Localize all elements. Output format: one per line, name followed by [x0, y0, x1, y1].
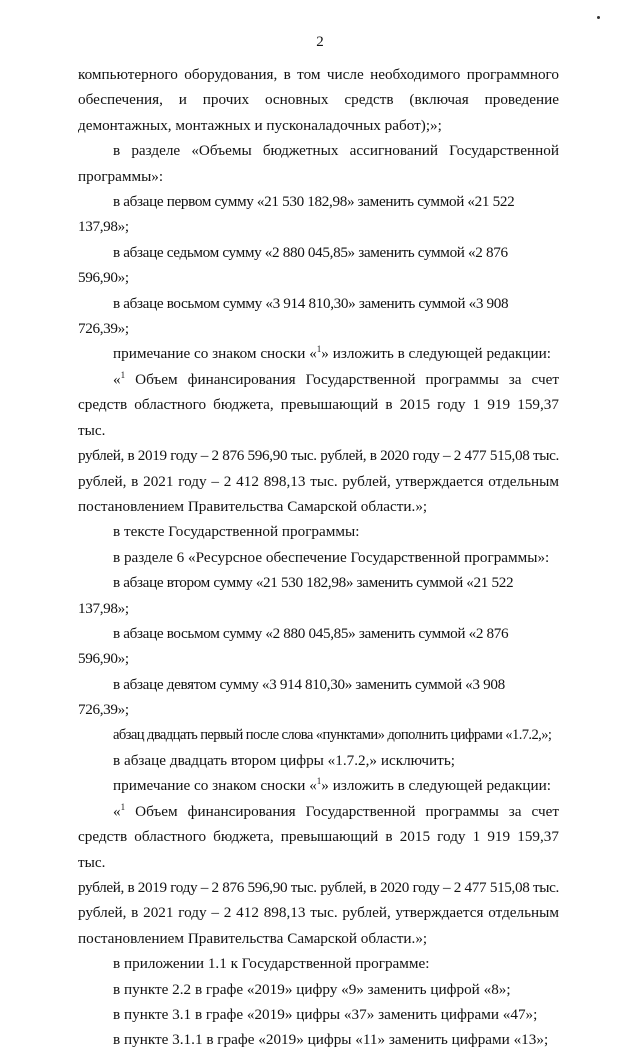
paragraph-line: программы»:: [78, 167, 164, 185]
paragraph-line: [78, 341, 559, 366]
paragraph-line: в тексте Государственной программы:: [113, 523, 360, 541]
footnote-mark: 1: [120, 369, 126, 380]
paragraph-line: в абзаце двадцать втором цифры «1.7.2,» исключить;: [113, 751, 455, 769]
paragraph-line: обеспечения, и прочих основных средств (включая проведение: [78, 91, 559, 109]
paragraph-line: рублей, в 2019 году – 2 876 596,90 тыс. рублей, в 2020 году – 2 477 515,08 тыс.: [78, 447, 559, 465]
text-fragment: » изложить в следующей редакции:: [321, 345, 552, 363]
paragraph-line: [78, 773, 559, 798]
paragraph-line: абзац двадцать первый после слова «пунктами» дополнить цифрами «1.7.2,»;: [113, 726, 552, 743]
paragraph-line: в абзаце первом сумму «21 530 182,98» заменить суммой «21 522 137,98»;: [78, 193, 515, 236]
paragraph-line: средств областного бюджета, превышающий в 2015 году 1 919 159,37 тыс.: [78, 396, 559, 439]
paragraph-line: в абзаце восьмом сумму «3 914 810,30» заменить суммой «3 908 726,39»;: [78, 294, 509, 338]
paragraph-line: в разделе «Объемы бюджетных ассигнований Государственной: [113, 142, 559, 160]
text-fragment: примечание со знаком сноски «: [113, 777, 317, 795]
paragraph-line: в пункте 3.1 в графе «2019» цифры «37» заменить цифрами «47»;: [113, 1006, 538, 1024]
text-fragment: примечание со знаком сноски «: [113, 345, 317, 363]
paragraph-line: в абзаце восьмом сумму «2 880 045,85» заменить суммой «2 876 596,90»;: [78, 624, 509, 668]
page-number: 2: [316, 34, 324, 50]
text-fragment: » изложить в следующей редакции:: [321, 777, 552, 795]
paragraph-line: постановлением Правительства Самарской области.»;: [78, 929, 428, 947]
paragraph-line: [78, 367, 559, 392]
text-fragment: «: [113, 802, 121, 820]
paragraph-line: в разделе 6 «Ресурсное обеспечение Государственной программы»:: [113, 548, 550, 566]
paragraph-line: [78, 799, 559, 824]
scan-speck: [597, 16, 600, 19]
paragraph-line: средств областного бюджета, превышающий в 2015 году 1 919 159,37 тыс.: [78, 828, 559, 871]
footnote-mark: 1: [316, 776, 322, 787]
paragraph-line: в абзаце втором сумму «21 530 182,98» заменить суммой «21 522 137,98»;: [78, 574, 514, 617]
paragraph-line: рублей, в 2019 году – 2 876 596,90 тыс. рублей, в 2020 году – 2 477 515,08 тыс.: [78, 879, 559, 896]
paragraph-line: компьютерного оборудования, в том числе необходимого программного: [78, 66, 559, 83]
text-fragment: Объем финансирования Государственной программы за счет: [125, 802, 559, 820]
paragraph-line: демонтажных, монтажных и пусконаладочных работ);»;: [78, 116, 442, 134]
footnote-mark: 1: [120, 801, 126, 812]
text-fragment: «: [113, 370, 121, 388]
document-body: [78, 62, 559, 1053]
paragraph-line: постановлением Правительства Самарской области.»;: [78, 497, 428, 515]
paragraph-line: рублей, в 2021 году – 2 412 898,13 тыс. рублей, утверждается отдельным: [78, 472, 559, 490]
paragraph-line: в абзаце девятом сумму «3 914 810,30» заменить суммой «3 908 726,39»;: [78, 675, 505, 719]
paragraph-line: в приложении 1.1 к Государственной программе:: [113, 955, 430, 973]
text-fragment: Объем финансирования Государственной программы за счет: [125, 370, 559, 388]
paragraph-line: рублей, в 2021 году – 2 412 898,13 тыс. рублей, утверждается отдельным: [78, 904, 559, 922]
paragraph-line: в пункте 2.2 в графе «2019» цифру «9» заменить цифрой «8»;: [113, 980, 511, 998]
paragraph-line: в пункте 3.1.1 в графе «2019» цифры «11» заменить цифрами «13»;: [113, 1031, 549, 1049]
paragraph-line: в абзаце седьмом сумму «2 880 045,85» заменить суммой «2 876 596,90»;: [78, 243, 508, 287]
footnote-mark: 1: [316, 344, 322, 355]
